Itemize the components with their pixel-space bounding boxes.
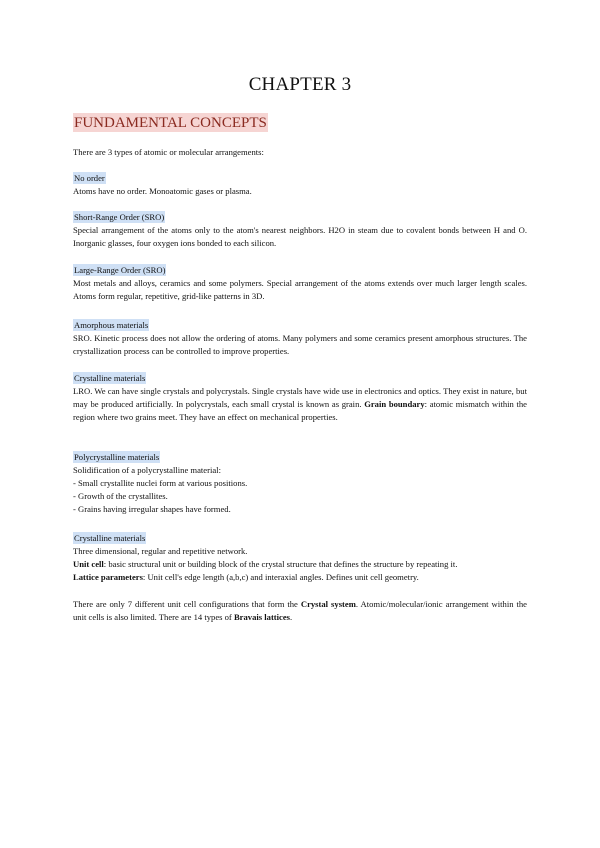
block-title: Crystalline materials	[74, 373, 146, 383]
block-text: Special arrangement of the atoms only to the atom's nearest neighbors. H2O in steam due to covalent bonds between H and O. Inorganic glasses, four oxygen ions bonded to each silicon.	[73, 225, 527, 248]
section-title: FUNDAMENTAL CONCEPTS	[74, 115, 267, 131]
chapter-title: CHAPTER 3	[248, 74, 352, 95]
block-title: Polycrystalline materials	[74, 452, 160, 462]
block-title: Amorphous materials	[74, 320, 149, 330]
block-lro	[73, 264, 527, 303]
closing-text-c: .	[290, 612, 293, 622]
unit-cell-term: Unit cell	[73, 559, 104, 569]
bravais-lattices-term: Bravais lattices	[233, 612, 291, 622]
list-item: - Growth of the crystallites.	[73, 491, 168, 501]
intro-text: There are 3 types of atomic or molecular arrangements:	[73, 147, 264, 157]
block-lead: Solidification of a polycrystalline material:	[73, 465, 221, 475]
closing-text-b: . Atomic/molecular/ionic arrangement within the unit cells is also limited. There are 14 types of	[73, 599, 527, 622]
block-title: No order	[74, 173, 105, 183]
lattice-parameters-text: : Unit cell's edge length (a,b,c) and interaxial angles. Defines unit cell geometry.	[142, 572, 419, 582]
block-amorphous	[73, 319, 527, 358]
block-line: Three dimensional, regular and repetitive network.	[73, 546, 248, 556]
grain-boundary-term: Grain boundary	[364, 399, 425, 409]
block-title: Crystalline materials	[74, 533, 146, 543]
block-text: SRO. Kinetic process does not allow the ordering of atoms. Many polymers and some ceramics present amorphous structures. The crystallization process can be controlled to improve properties.	[73, 333, 527, 356]
block-text-a: LRO. We can have single crystals and polycrystals. Single crystals have wide use in electronics and optics. They exist in nature, but may be produced artificially. In polycrystals, each small crystal is known as grain.	[73, 386, 527, 409]
block-title: Large-Range Order (SRO)	[74, 265, 166, 275]
unit-cell-text: : basic structural unit or building block of the crystal structure that defines the structure by repeating it.	[103, 559, 458, 569]
block-no-order	[73, 172, 527, 198]
closing-text-a: There are only 7 different unit cell configurations that form the	[73, 599, 301, 609]
closing-paragraph	[73, 598, 527, 624]
lattice-parameters-term: Lattice parameters	[73, 572, 143, 582]
crystal-system-term: Crystal system	[300, 599, 356, 609]
block-text-b: : atomic mismatch within the region where two grains meet. They have an effect on mechanical properties.	[73, 399, 527, 422]
block-text: Most metals and alloys, ceramics and some polymers. Special arrangement of the atoms extends over much larger length scales. Atoms form regular, repetitive, grid-like patterns in 3D.	[73, 278, 527, 301]
block-crystalline	[73, 372, 527, 424]
list-item: - Grains having irregular shapes have formed.	[73, 504, 231, 514]
block-text: Atoms have no order. Monoatomic gases or plasma.	[73, 186, 252, 196]
list-item: - Small crystallite nuclei form at various positions.	[73, 478, 248, 488]
block-sro	[73, 211, 527, 250]
block-title: Short-Range Order (SRO)	[74, 212, 165, 222]
block-crystalline-2	[73, 532, 527, 584]
block-polycrystalline	[73, 451, 527, 516]
